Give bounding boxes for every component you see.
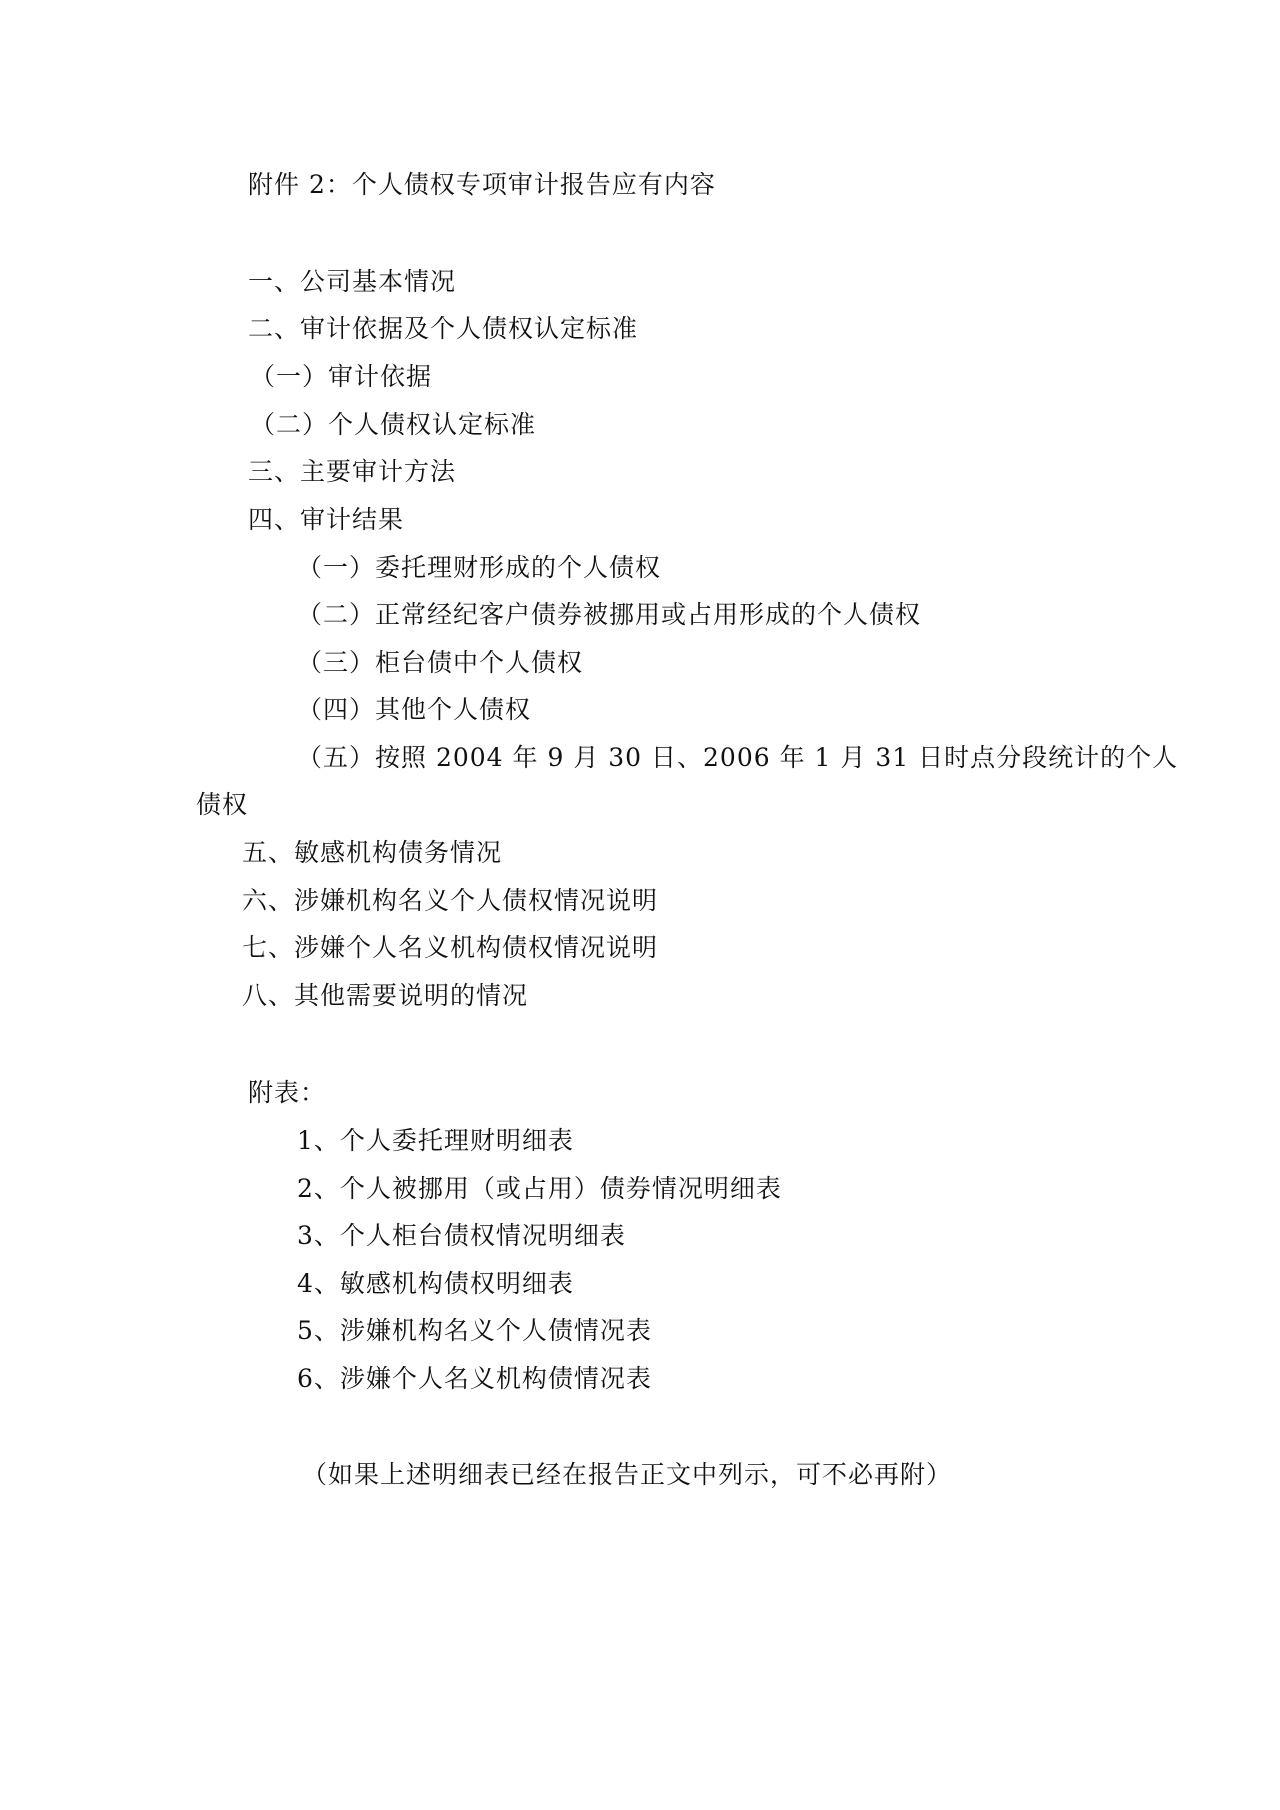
outline-item-3: 三、主要审计方法 — [248, 457, 457, 486]
appendix-item-2: 2、个人被挪用（或占用）债券情况明细表 — [297, 1174, 782, 1203]
document-title: 附件 2：个人债权专项审计报告应有内容 — [248, 170, 716, 199]
outline-subitem-4-2: （二）正常经纪客户债券被挪用或占用形成的个人债权 — [297, 600, 922, 629]
outline-item-4: 四、审计结果 — [248, 505, 405, 534]
outline-subitem-2-1: （一）审计依据 — [250, 362, 433, 391]
outline-item-2: 二、审计依据及个人债权认定标准 — [248, 314, 639, 343]
outline-item-1: 一、公司基本情况 — [248, 267, 457, 296]
appendix-item-4: 4、敏感机构债权明细表 — [297, 1269, 574, 1298]
appendix-item-5: 5、涉嫌机构名义个人债情况表 — [297, 1316, 652, 1345]
appendix-item-6: 6、涉嫌个人名义机构债情况表 — [297, 1364, 652, 1393]
outline-subitem-4-3: （三）柜台债中个人债权 — [297, 648, 584, 677]
outline-item-7: 七、涉嫌个人名义机构债权情况说明 — [242, 933, 659, 962]
outline-item-8: 八、其他需要说明的情况 — [242, 981, 529, 1010]
appendix-item-1: 1、个人委托理财明细表 — [297, 1126, 574, 1155]
outline-item-6: 六、涉嫌机构名义个人债权情况说明 — [242, 886, 659, 915]
appendix-note: （如果上述明细表已经在报告正文中列示，可不必再附） — [302, 1460, 953, 1489]
outline-subitem-4-5-continued: 债权 — [196, 790, 249, 819]
outline-subitem-4-4: （四）其他个人债权 — [297, 695, 532, 724]
appendix-heading: 附表： — [248, 1078, 327, 1107]
outline-subitem-4-1: （一）委托理财形成的个人债权 — [297, 553, 662, 582]
outline-subitem-2-2: （二）个人债权认定标准 — [250, 410, 537, 439]
outline-subitem-4-5: （五）按照 2004 年 9 月 30 日、2006 年 1 月 31 日时点分段统计的个人 — [297, 743, 1179, 772]
outline-item-5: 五、敏感机构债务情况 — [242, 838, 503, 867]
appendix-item-3: 3、个人柜台债权情况明细表 — [297, 1221, 626, 1250]
